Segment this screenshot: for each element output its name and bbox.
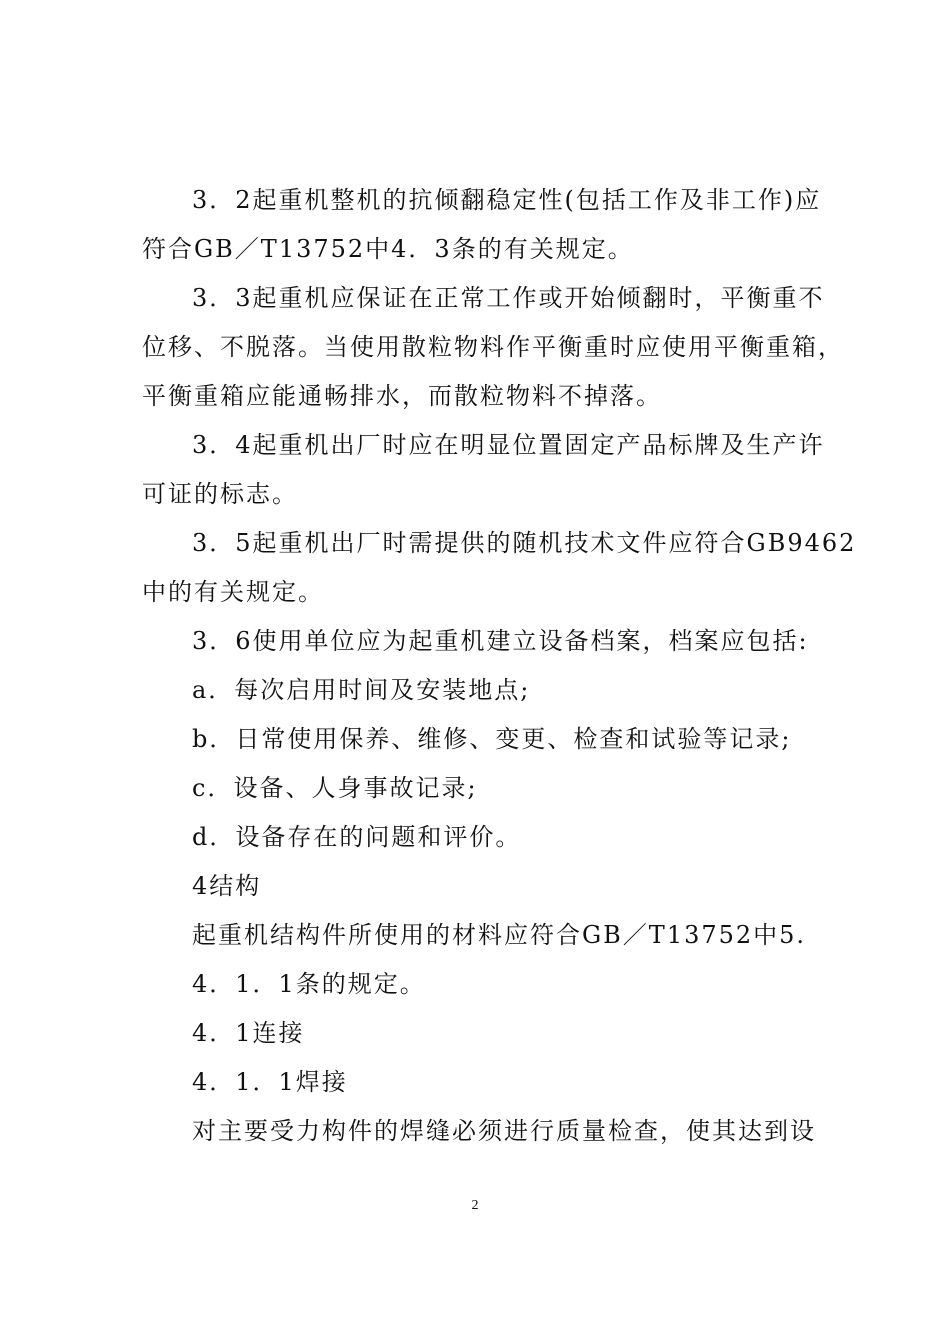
text-line: 符合GB／T13752中4．3条的有关规定。: [142, 235, 634, 263]
text-line: 3．2起重机整机的抗倾翻稳定性(包括工作及非工作)应: [192, 186, 822, 214]
list-item: a．每次启用时间及安装地点;: [192, 676, 531, 704]
text-line: 平衡重箱应能通畅排水，而散粒物料不掉落。: [142, 382, 662, 410]
text-line: 可证的标志。: [142, 480, 298, 508]
list-item: d．设备存在的问题和评价。: [192, 823, 522, 851]
text-line: 起重机结构件所使用的材料应符合GB／T13752中5.: [192, 921, 807, 949]
text-line: 对主要受力构件的焊缝必须进行质量检查，使其达到设: [192, 1117, 816, 1145]
text-line: 位移、不脱落。当使用散粒物料作平衡重时应使用平衡重箱，: [142, 333, 844, 361]
text-line: 4．1．1条的规定。: [192, 970, 426, 998]
section-heading: 4．1．1焊接: [192, 1068, 348, 1096]
text-line: 3．6使用单位应为起重机建立设备档案，档案应包括:: [192, 627, 809, 655]
section-heading: 4．1连接: [192, 1019, 305, 1047]
document-body: [142, 176, 857, 1156]
text-line: 3．5起重机出厂时需提供的随机技术文件应符合GB9462: [192, 529, 857, 557]
text-line: 3．3起重机应保证在正常工作或开始倾翻时，平衡重不: [192, 284, 825, 312]
section-heading: 4结构: [192, 872, 262, 900]
list-item: b．日常使用保养、维修、变更、检查和试验等记录;: [192, 725, 792, 753]
page-number: 2: [471, 1198, 479, 1213]
list-item: c．设备、人身事故记录;: [192, 774, 478, 802]
text-line: 3．4起重机出厂时应在明显位置固定产品标牌及生产许: [192, 431, 825, 459]
text-line: 中的有关规定。: [142, 578, 324, 606]
